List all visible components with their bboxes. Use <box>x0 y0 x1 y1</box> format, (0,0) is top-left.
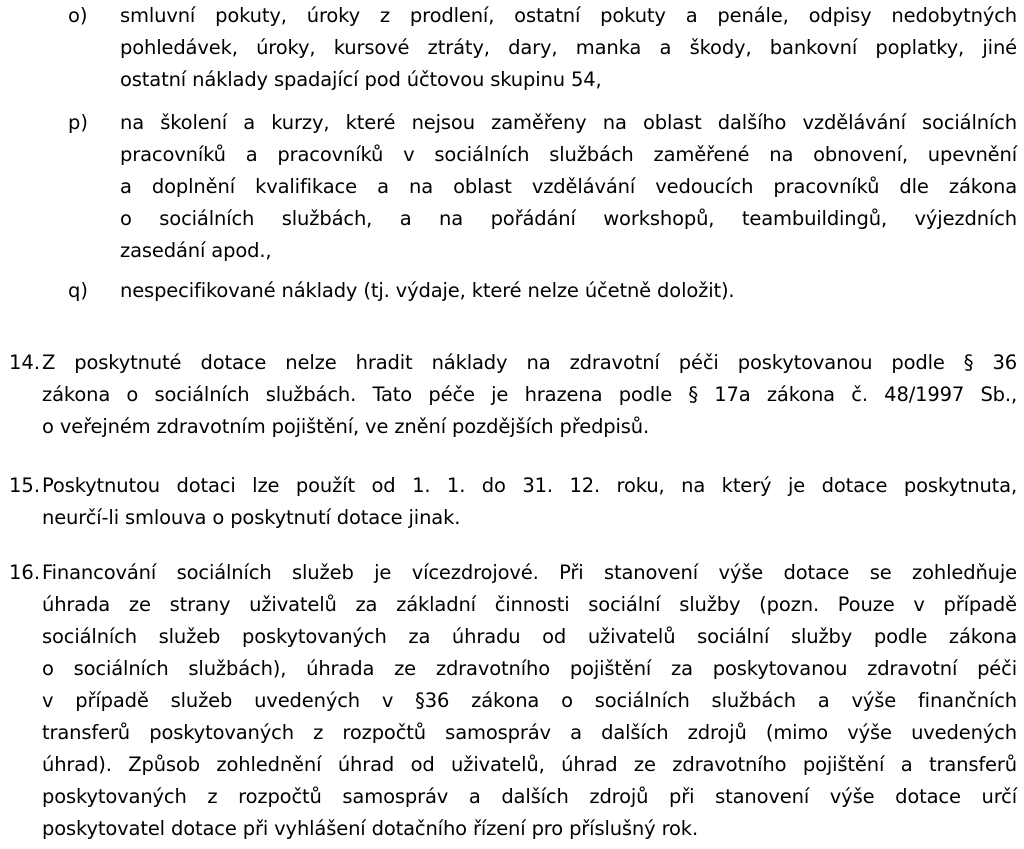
item-marker-p: p) <box>68 111 88 134</box>
section-14-line-3: o veřejném zdravotním pojištění, ve znění pozdějších předpisů. <box>42 415 650 438</box>
section-14-line-2: zákona o sociálních službách. Tato péče je hrazena podle § 17a zákona č. 48/1997 Sb., <box>42 383 1017 406</box>
item-marker-q: q) <box>68 279 88 302</box>
item-o-line-2: pohledávek, úroky, kursové ztráty, dary, manka a škody, bankovní poplatky, jiné <box>120 36 1017 59</box>
section-16-line-4: o sociálních službách), úhrada ze zdravotního pojištění za poskytovanou zdravotní péči <box>42 657 1017 680</box>
item-p-line-2: pracovníků a pracovníků v sociálních službách zaměřené na obnovení, upevnění <box>120 143 1017 166</box>
item-o-line-3: ostatní náklady spadající pod účtovou skupinu 54, <box>120 68 602 91</box>
item-marker-o: o) <box>68 4 88 27</box>
section-16-line-6: transferů poskytovaných z rozpočtů samospráv a dalších zdrojů (mimo výše uvedených <box>42 721 1017 744</box>
section-16-line-2: úhrada ze strany uživatelů za základní činnosti sociální služby (pozn. Pouze v případě <box>42 593 1017 616</box>
section-16-line-7: úhrad). Způsob zohlednění úhrad od uživatelů, úhrad ze zdravotního pojištění a transferů <box>42 753 1017 776</box>
section-16-line-9: poskytovatel dotace při vyhlášení dotačního řízení pro příslušný rok. <box>42 817 698 840</box>
section-16-line-3: sociálních služeb poskytovaných za úhradu od uživatelů sociální služby podle zákona <box>42 625 1017 648</box>
item-p-line-3: a doplnění kvalifikace a na oblast vzdělávání vedoucích pracovníků dle zákona <box>120 175 1017 198</box>
section-15-line-1: Poskytnutou dotaci lze použít od 1. 1. do 31. 12. roku, na který je dotace poskytnuta, <box>42 474 1017 497</box>
item-p-line-4: o sociálních službách, a na pořádání workshopů, teambuildingů, výjezdních <box>120 207 1017 230</box>
item-p-line-5: zasedání apod., <box>120 239 272 262</box>
item-o-line-1: smluvní pokuty, úroky z prodlení, ostatní pokuty a penále, odpisy nedobytných <box>120 4 1017 27</box>
item-p-line-1: na školení a kurzy, které nejsou zaměřeny na oblast dalšího vzdělávání sociálních <box>120 111 1017 134</box>
section-16-line-5: v případě služeb uvedených v §36 zákona o sociálních službách a výše finančních <box>42 689 1017 712</box>
section-16-line-1: Financování sociálních služeb je vícezdrojové. Při stanovení výše dotace se zohledňuje <box>42 561 1017 584</box>
section-number-16: 16. <box>9 561 41 584</box>
section-number-15: 15. <box>9 474 41 497</box>
section-16-line-8: poskytovaných z rozpočtů samospráv a dalších zdrojů při stanovení výše dotace určí <box>42 785 1017 808</box>
section-15-line-2: neurčí-li smlouva o poskytnutí dotace jinak. <box>42 506 461 529</box>
section-14-line-1: Z poskytnuté dotace nelze hradit náklady na zdravotní péči poskytovanou podle § 36 <box>42 351 1017 374</box>
section-number-14: 14. <box>9 351 41 374</box>
item-q-line-1: nespecifikované náklady (tj. výdaje, které nelze účetně doložit). <box>120 279 735 302</box>
